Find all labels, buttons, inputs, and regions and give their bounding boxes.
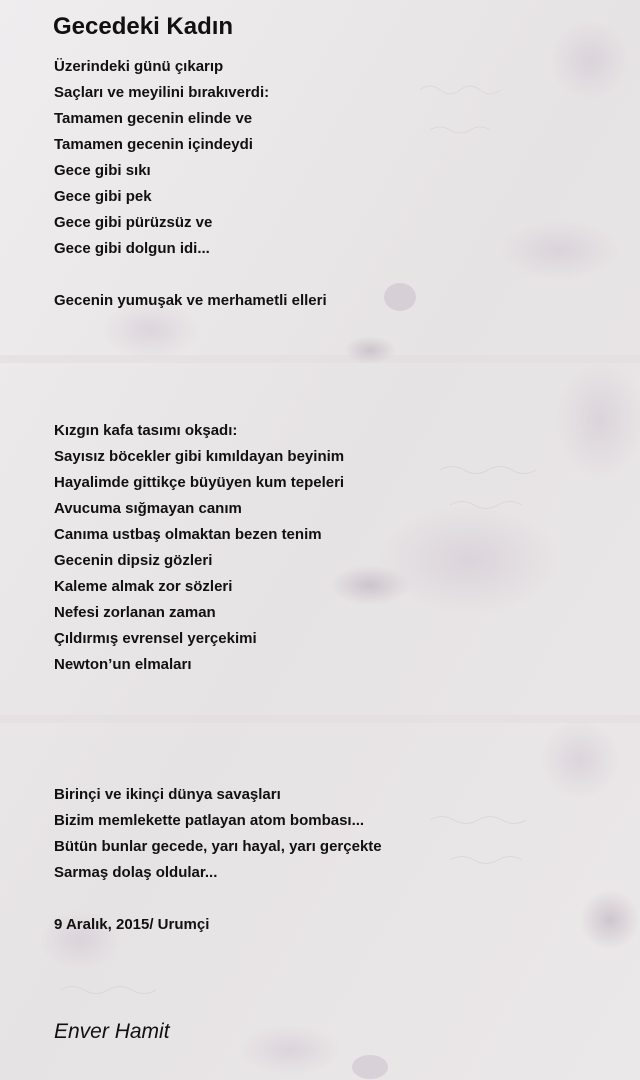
poem-line: 9 Aralık, 2015/ Urumçi: [54, 916, 210, 933]
poem-title: Gecedeki Kadın: [53, 13, 234, 40]
poem-line: Gecenin dipsiz gözleri: [54, 552, 213, 569]
poem-line: Gece gibi pek: [54, 188, 152, 205]
poem-line: Avucuma sığmayan canım: [54, 500, 242, 517]
stanza-break: [54, 366, 614, 392]
poem-line: Gece gibi dolgun idi...: [54, 240, 210, 257]
poem-author: Enver Hamit: [54, 1020, 170, 1043]
stanza-break: [54, 704, 614, 730]
poem-line: Kaleme almak zor sözleri: [54, 578, 233, 595]
stanza-break: [54, 262, 614, 288]
poem-line: Canıma ustbaş olmaktan bezen tenim: [54, 526, 322, 543]
poem-line: Sayısız böcekler gibi kımıldayan beyinim: [54, 448, 345, 465]
poem-line: Çıldırmış evrensel yerçekimi: [54, 630, 257, 647]
stanza-break: [54, 314, 614, 340]
stanza-break: [54, 340, 614, 366]
poem-line: Üzerindeki günü çıkarıp: [54, 58, 224, 75]
stanza-break: [54, 392, 614, 418]
poem-line: Newton’un elmaları: [54, 656, 192, 673]
poem-line: Gece gibi pürüzsüz ve: [54, 214, 213, 231]
poem-line: Bizim memlekette patlayan atom bombası...: [54, 812, 365, 829]
poem-line: Birinçi ve ikinçi dünya savaşları: [54, 786, 281, 803]
poem-line: Kızgın kafa tasımı okşadı:: [54, 422, 238, 439]
poem-line: Saçları ve meyilini bırakıverdi:: [54, 84, 270, 101]
stanza-break: [54, 886, 614, 912]
poem-line: Gece gibi sıkı: [54, 162, 151, 179]
poem-line: Bütün bunlar gecede, yarı hayal, yarı gerçekte: [54, 838, 382, 855]
poem-line: Sarmaş dolaş oldular...: [54, 864, 218, 881]
poem-line: Nefesi zorlanan zaman: [54, 604, 216, 621]
poem-line: Tamamen gecenin elinde ve: [54, 110, 253, 127]
poem-body: [54, 54, 614, 938]
poem-line: Tamamen gecenin içindeydi: [54, 136, 253, 153]
stanza-break: [54, 678, 614, 704]
poem-line: Gecenin yumuşak ve merhametli elleri: [54, 292, 327, 309]
stanza-break: [54, 756, 614, 782]
poem-line: Hayalimde gittikçe büyüyen kum tepeleri: [54, 474, 345, 491]
stanza-break: [54, 730, 614, 756]
